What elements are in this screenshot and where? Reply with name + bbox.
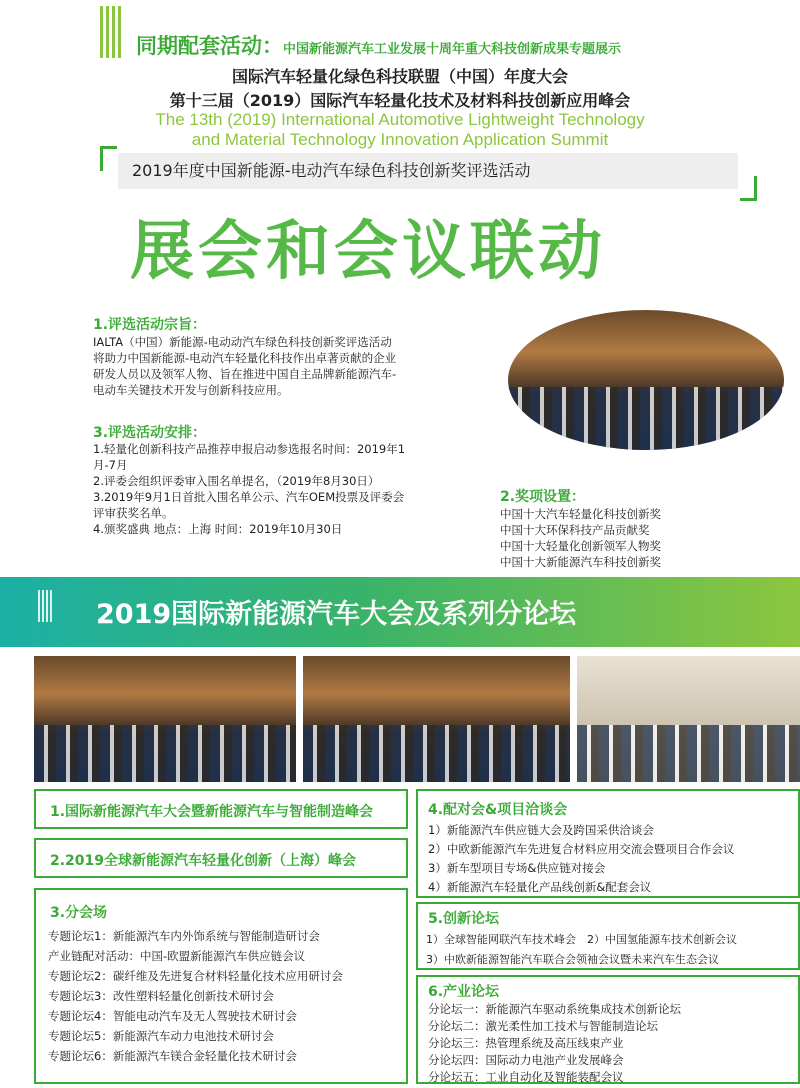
sub-forum-item: 专题论坛3：改性塑料轻量化创新技术研讨会 (48, 989, 274, 1003)
forum-box-4 (416, 789, 800, 898)
sub-forum-item: 专题论坛5：新能源汽车动力电池技术研讨会 (48, 1029, 274, 1043)
award-banner: 2019年度中国新能源-电动汽车绿色科技创新奖评选活动 (118, 153, 738, 189)
header-english-1: The 13th (2019) International Automotive Lightweight Technology (155, 110, 645, 129)
forum-box-3 (34, 888, 408, 1084)
forum-box-1-title: 1.国际新能源汽车大会暨新能源汽车与智能制造峰会 (50, 804, 374, 820)
awards-list (500, 506, 661, 570)
header-line-1: 国际汽车轻量化绿色科技联盟（中国）年度大会 (231, 67, 568, 86)
purpose-line: 研发人员以及领军人物、旨在推进中国自主品牌新能源汽车- (93, 367, 397, 381)
matching-item: 4）新能源汽车轻量化产品线创新&配套会议 (428, 880, 652, 894)
bracket-top-left (100, 146, 117, 171)
award-item: 中国十大新能源汽车科技创新奖 (500, 555, 661, 569)
schedule-line: 2.评委会组织评委审入围名单提名，（2019年8月30日） (93, 474, 380, 488)
schedule-line: 1.轻量化创新科技产品推荐申报启动参选报名时间：2019年1 (93, 442, 406, 456)
schedule-text (93, 441, 473, 537)
schedule-line: 评审获奖名单。 (93, 506, 174, 520)
header-line-2: 第十三届（2019）国际汽车轻量化技术及材料科技创新应用峰会 (169, 91, 631, 110)
sub-forum-item: 专题论坛2：碳纤维及先进复合材料轻量化技术应用研讨会 (48, 969, 343, 983)
purpose-line: 电动车关键技术开发与创新科技应用。 (93, 383, 289, 397)
purpose-line: IALTA（中国）新能源-电动动汽车绿色科技创新奖评选活动 (93, 335, 392, 349)
forum-box-2 (34, 838, 408, 878)
bracket-bottom-right (740, 176, 757, 201)
forum-box-5 (416, 902, 800, 970)
purpose-line: 将助力中国新能源-电动汽车轻量化科技作出卓著贡献的企业 (93, 351, 397, 365)
industry-forum-item: 分论坛四：国际动力电池产业发展峰会 (428, 1053, 624, 1067)
forum-box-2-title: 2.2019全球新能源汽车轻量化创新（上海）峰会 (50, 853, 357, 869)
schedule-line: 月-7月 (93, 458, 128, 472)
forum-banner-title: 2019国际新能源汽车大会及系列分论坛 (96, 599, 577, 630)
matching-item: 1）新能源汽车供应链大会及跨国采供洽谈会 (428, 823, 654, 837)
forum-box-6-list (428, 1001, 681, 1086)
forum-box-3-list (48, 926, 343, 1066)
header-english-2: and Material Technology Innovation Application Summit (191, 130, 609, 149)
activity-label: 同期配套活动： (136, 34, 283, 58)
forum-box-6 (416, 975, 800, 1084)
sub-forum-item: 产业链配对活动：中国-欧盟新能源汽车供应链会议 (48, 949, 306, 963)
forum-box-3-title: 3.分会场 (50, 905, 108, 921)
forum-box-1 (34, 789, 408, 829)
matching-item: 3）新车型项目专场&供应链对接会 (428, 861, 606, 875)
conference-photo-2 (303, 656, 570, 782)
banner-stripe-decoration (38, 590, 54, 622)
award-item: 中国十大轻量化创新领军人物奖 (500, 539, 661, 553)
conference-photo-3 (577, 656, 800, 782)
industry-forum-item: 分论坛二：激光柔性加工技术与智能制造论坛 (428, 1019, 658, 1033)
activity-line (136, 30, 621, 60)
schedule-line: 3.2019年9月1日首批入围名单公示、汽车OEM投票及评委会 (93, 490, 405, 504)
industry-forum-item: 分论坛三：热管理系统及高压线束产业 (428, 1036, 624, 1050)
matching-item: 2）中欧新能源汽车先进复合材料应用交流会暨项目合作会议 (428, 842, 735, 856)
industry-forum-item: 分论坛五：工业自动化及智能装配会议 (428, 1070, 624, 1084)
award-item: 中国十大环保科技产品贡献奖 (500, 523, 650, 537)
award-ceremony-photo (508, 310, 784, 450)
forum-box-4-title: 4.配对会&项目洽谈会 (428, 802, 568, 818)
schedule-heading: 3.评选活动安排： (93, 425, 207, 441)
sub-forum-item: 专题论坛4：智能电动汽车及无人驾驶技术研讨会 (48, 1009, 297, 1023)
industry-forum-item: 分论坛一：新能源汽车驱动系统集成技术创新论坛 (428, 1002, 681, 1016)
activity-desc: 中国新能源汽车工业发展十周年重大科技创新成果专题展示 (283, 42, 622, 57)
forum-box-6-title: 6.产业论坛 (428, 984, 500, 1000)
sub-forum-item: 专题论坛6：新能源汽车镁合金轻量化技术研讨会 (48, 1049, 297, 1063)
main-title: 展会和会议联动 (130, 215, 606, 289)
award-item: 中国十大汽车轻量化科技创新奖 (500, 507, 661, 521)
purpose-heading: 1.评选活动宗旨： (93, 317, 207, 333)
sub-forum-item: 专题论坛1：新能源汽车内外饰系统与智能制造研讨会 (48, 929, 320, 943)
forum-box-5-title: 5.创新论坛 (428, 911, 500, 927)
awards-heading: 2.奖项设置： (500, 489, 586, 505)
schedule-line: 4.颁奖盛典 地点：上海 时间：2019年10月30日 (93, 522, 343, 536)
conference-photo-1 (34, 656, 296, 782)
innovation-item: 3）中欧新能源智能汽车联合会领袖会议暨未来汽车生态会议 (426, 953, 719, 966)
forum-box-5-list (426, 930, 737, 970)
forum-box-4-list (428, 821, 734, 897)
innovation-item: 1）全球智能网联汽车技术峰会 2）中国氢能源车技术创新会议 (426, 933, 737, 946)
header-stripe-decoration (100, 6, 122, 58)
purpose-text (93, 334, 473, 398)
